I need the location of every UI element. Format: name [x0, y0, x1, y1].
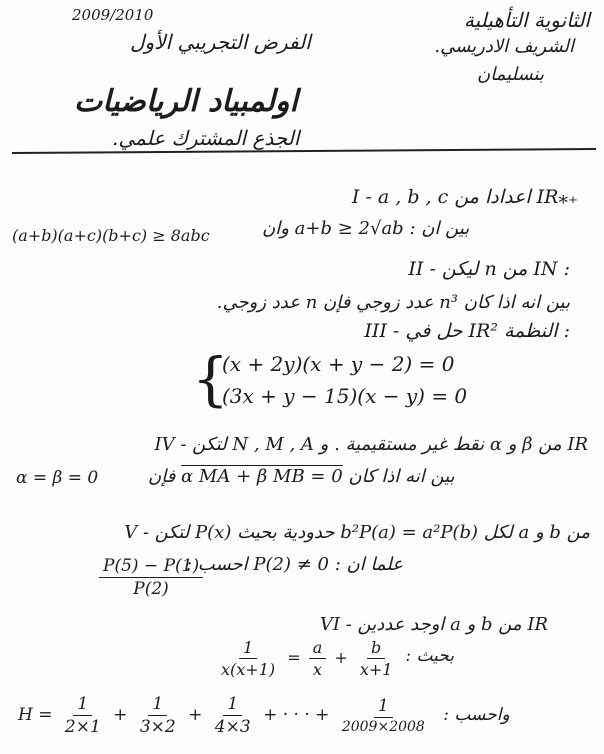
ex6-t3n: 1 — [223, 694, 242, 716]
ex6-x1: x+1 — [359, 660, 393, 679]
ex6-t1n: 1 — [73, 694, 92, 716]
ex3-eq2: (3x + y − 15)(x − y) = 0 — [222, 384, 468, 408]
ex6-sum-label: H = — [18, 705, 53, 725]
ex6-sum-tail: واحسب : — [443, 705, 510, 725]
ex6-b: b — [367, 638, 385, 659]
ex5-fraction — [96, 556, 206, 599]
ex6-t1d: 2×1 — [64, 717, 101, 737]
ex5-line2-tail: احسب : — [186, 554, 248, 575]
ex4-line2 — [148, 466, 455, 487]
ex6-t4n: 1 — [374, 696, 393, 718]
ex1-line2-math: a+b ≥ 2√ab — [294, 218, 404, 239]
ex2-line2: بين انه اذا كان n³ عدد زوجي فإن n عدد زوجي. — [216, 292, 570, 313]
system-brace: { — [192, 345, 229, 413]
ex1-statement — [352, 186, 586, 208]
ex1-set: IR⁎₊ — [536, 186, 578, 208]
ex5-line2-ar: علما ان : — [334, 554, 404, 575]
ex4-line2-tail: فإن — [148, 466, 176, 487]
header-divider — [12, 148, 596, 154]
ex1-label: I - a , b , c اعدادا من — [351, 186, 531, 208]
ex5-line2-math: P(2) ≠ 0 — [253, 554, 329, 575]
ex4-line3: α = β = 0 — [16, 468, 99, 488]
ex6-line2: بحيث : — [405, 646, 454, 666]
ex1-line2-ar: بين ان : — [409, 218, 470, 239]
ex6-sum: H = $\frac{1}{2\times 1}$ + $\frac{1}{3\times 2}$ + $\frac{1}{4\times 3}$ + · · · + $\frac{1}{2009\times 2008}$ واحسب : — [18, 694, 510, 737]
subject-title: اولمبياد الرياضيات — [74, 84, 298, 119]
school-name-line2: الشريف الادريسي. — [434, 36, 574, 57]
ex5-cond: b²P(a) = a²P(b) — [340, 522, 478, 543]
ex1-line2 — [262, 218, 469, 239]
exam-title: الفرض التجريبي الأول — [130, 30, 311, 54]
ex5-frac-den: P(2) — [133, 579, 169, 599]
ex1-line2-tail: وان — [262, 218, 289, 239]
ex6-t3d: 4×3 — [214, 717, 251, 737]
ex4-line2-math: α MA + β MB = 0 — [181, 466, 343, 487]
ex3-eq1: (x + 2y)(x + y − 2) = 0 — [222, 352, 455, 376]
ex6-t4d: 2009×2008 — [341, 719, 425, 735]
ex5-frac-num: P(5) − P(1) — [99, 556, 203, 578]
ex6-statement: VI - اوجد عددين a و b من IR — [319, 614, 548, 635]
school-city: بنسليمان — [477, 64, 544, 85]
ex4-line2-ar: بين انه اذا كان — [348, 466, 455, 487]
school-name-line1: الثانوية التأهيلية — [463, 8, 590, 32]
ex6-t2n: 1 — [148, 694, 167, 716]
ex5-label: V - لتكن P(x) حدودية بحيث — [124, 522, 335, 543]
ex6-left-den: x(x+1) — [221, 660, 276, 679]
ex2-statement: II - ليكن n من IN : — [408, 258, 570, 280]
ex3-statement: III - حل في IR² النظمة : — [364, 320, 570, 342]
ex4-statement: IV - لتكن N , M , A نقط غير مستقيمية . و α و β من IR — [154, 434, 588, 455]
ex6-equation: $\frac{1}{x(x+1)}$ = $\frac{a}{x}$ + $\frac{b}{x+1}$ — [214, 638, 399, 679]
ex5-cond-tail: لكل a و b من — [483, 522, 590, 543]
ex6-left-num: 1 — [239, 638, 257, 659]
ex6-dots: + · · · + — [263, 705, 330, 725]
level-title: الجذع المشترك علمي. — [112, 126, 300, 150]
ex6-t2d: 3×2 — [139, 717, 176, 737]
ex5-line2 — [186, 554, 403, 575]
ex6-a: a — [309, 638, 327, 659]
ex1-line3: (a+b)(a+c)(b+c) ≥ 8abc — [12, 226, 210, 245]
ex5-statement — [124, 522, 590, 543]
ex6-x: x — [312, 660, 322, 679]
school-year: 2009/2010 — [72, 6, 154, 24]
